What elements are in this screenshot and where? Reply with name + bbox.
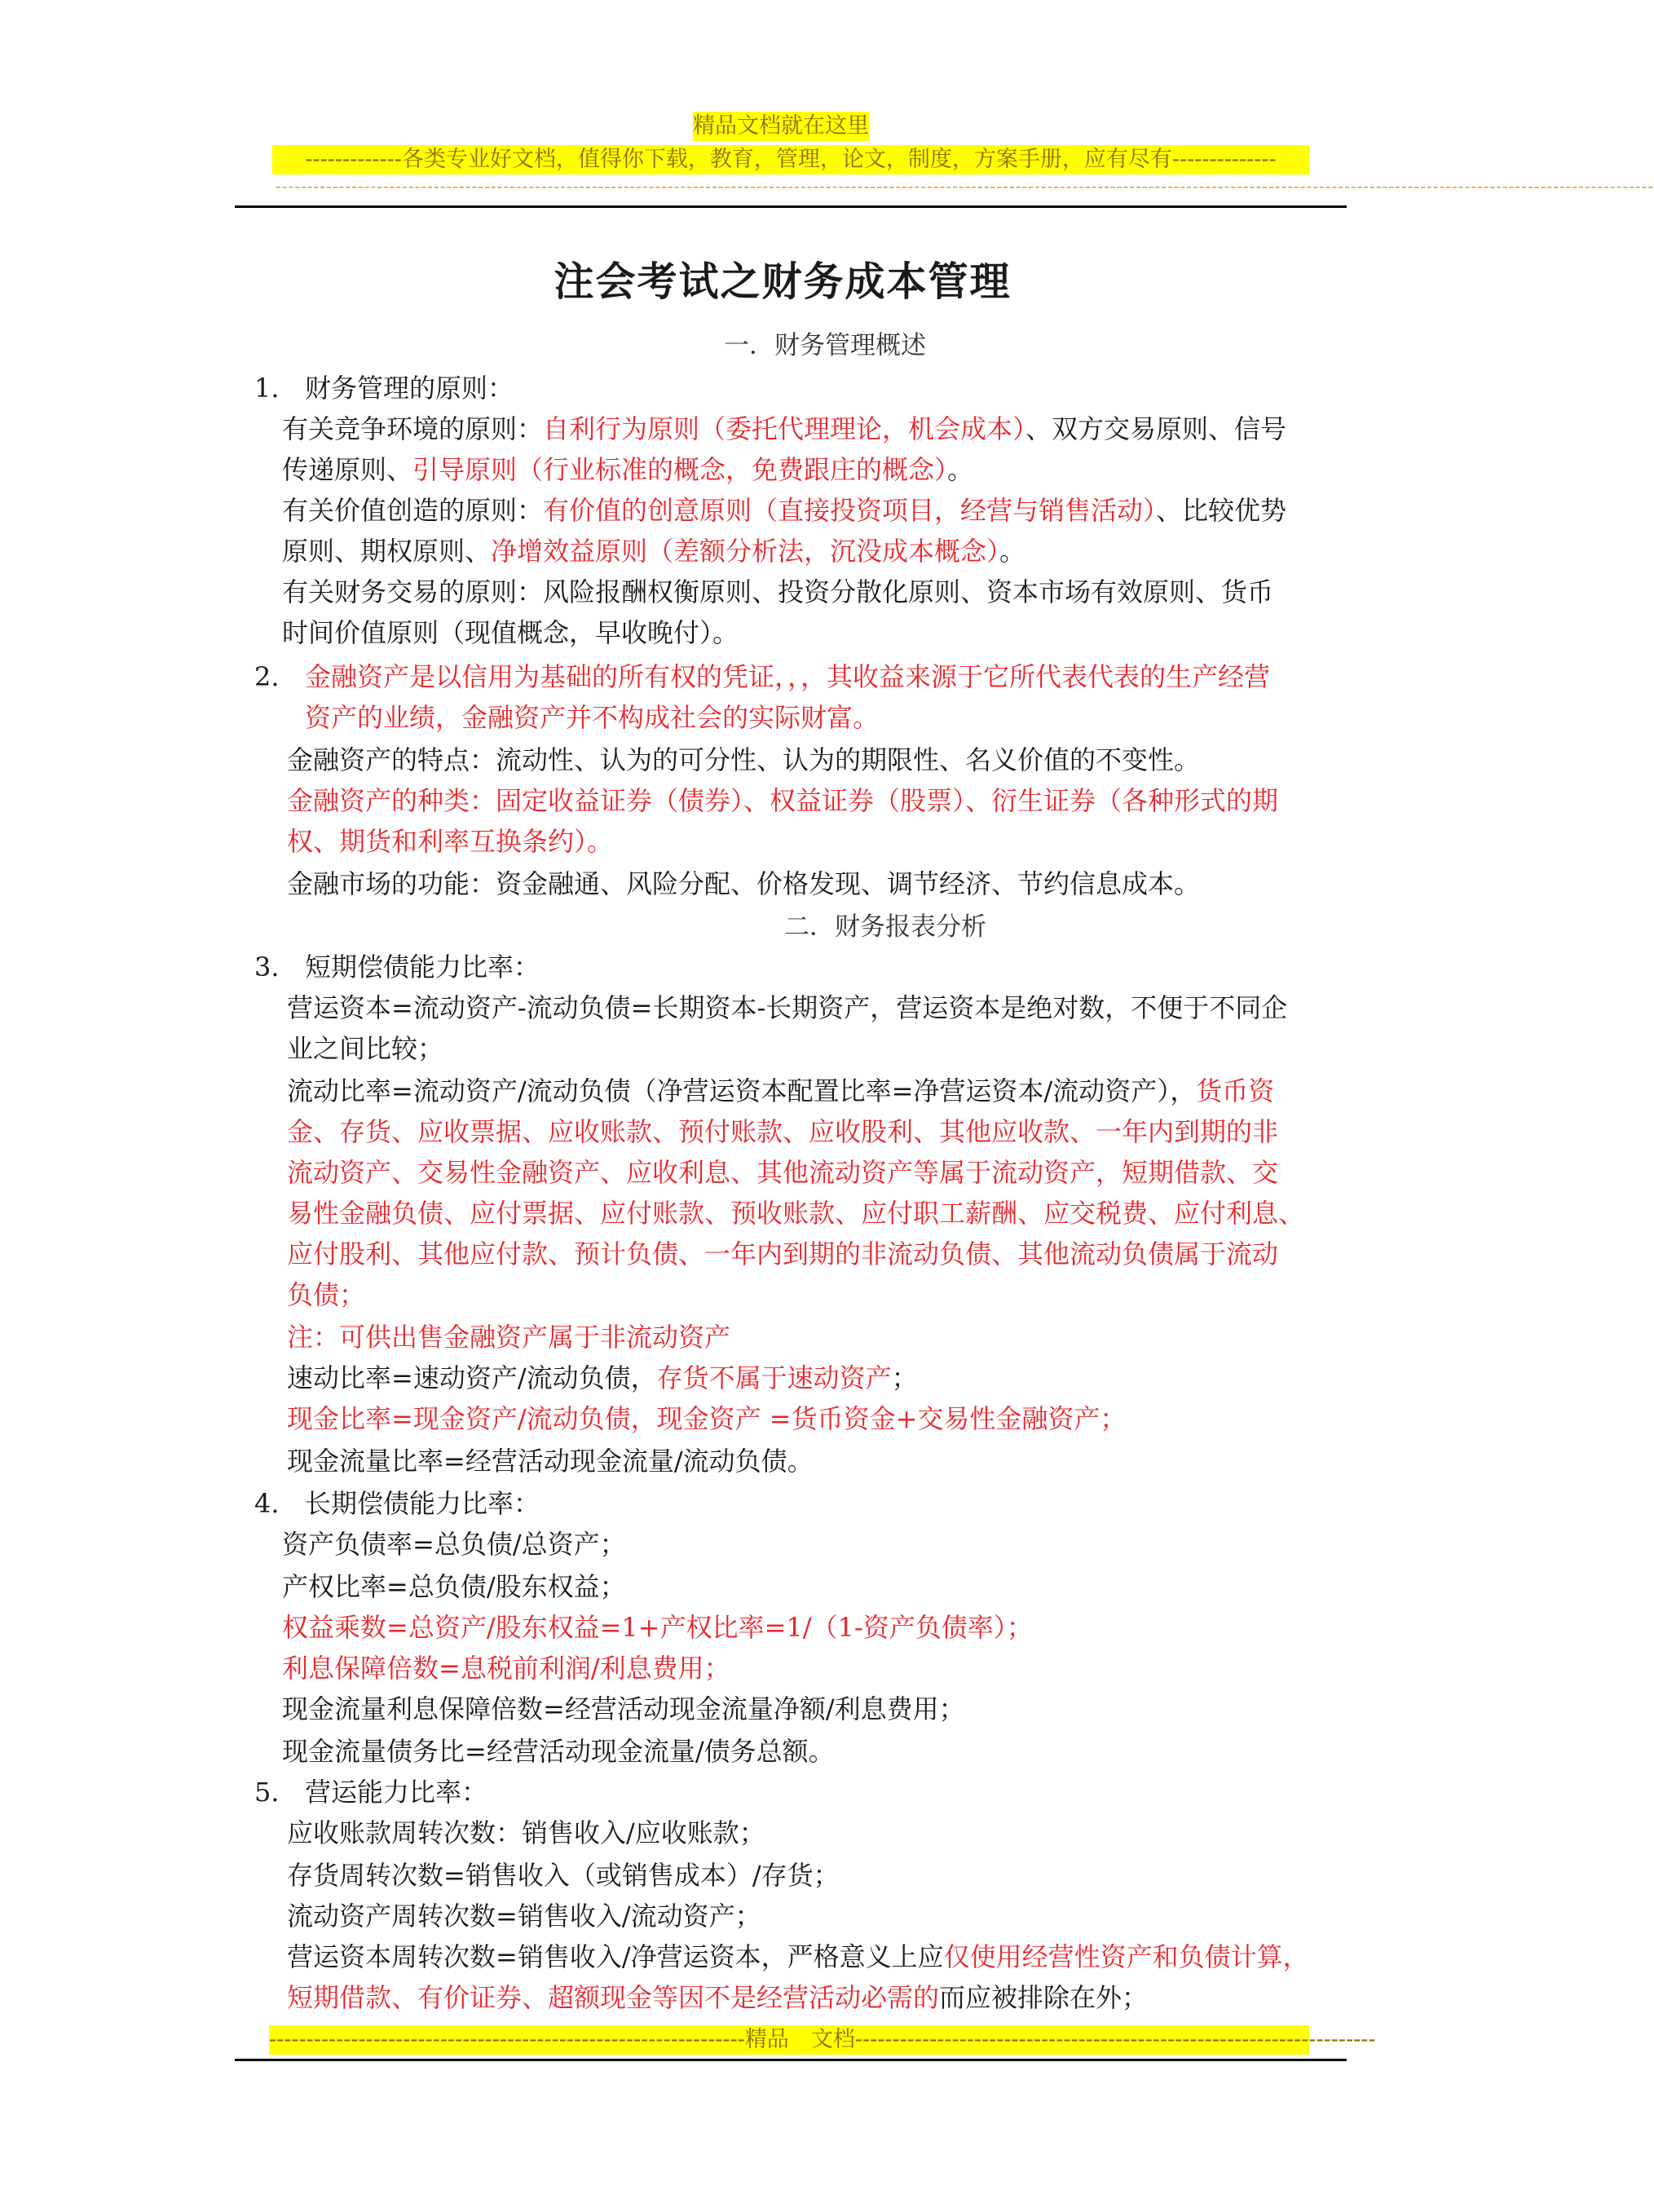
item-4-line-2: 产权比率=总负债/股东权益； [282,1571,626,1602]
item-4-heading: 长期偿债能力比率： [305,1488,540,1519]
item-3-line-7: 应付股利、其他应付款、预计负债、一年内到期的非流动负债、其他流动负债属于流动 [287,1238,1279,1269]
item-5-line-2: 存货周转次数=销售收入（或销售成本）/存货； [287,1860,840,1891]
item-3-line-4: 金、存货、应收票据、应收账款、预付账款、应收股利、其他应收款、一年内到期的非 [287,1116,1279,1147]
item-4-number: 4. [254,1488,280,1519]
item-1-para-1-line-2: 传递原则、引导原则（行业标准的概念，免费跟庄的概念）。 [282,454,974,485]
item-3-line-3: 流动比率=流动资产/流动负债（净营运资本配置比率=净营运资本/流动资产），货币资 [287,1075,1275,1106]
item-2-number: 2. [254,661,280,692]
item-5-number: 5. [254,1777,280,1808]
item-1-para-3-line-2: 时间价值原则（现值概念，早收晚付）。 [282,617,739,648]
item-4-line-1: 资产负债率=总负债/总资产； [282,1529,626,1560]
item-4-line-6: 现金流量债务比=经营活动现金流量/债务总额。 [282,1736,835,1767]
item-3-line-8: 负债； [287,1279,366,1310]
footer-banner: ----------------------------------------------------------------精品 文档---------------------------------------------------------------------- [269,2025,1309,2055]
header-rule [235,205,1347,208]
item-1-heading: 财务管理的原则： [305,373,514,404]
item-2-line-3: 金融资产的特点：流动性、认为的可分性、认为的期限性、名义价值的不变性。 [287,744,1201,775]
item-3-line-12: 现金流量比率=经营活动现金流量/流动负债。 [287,1446,814,1477]
banner-title: 精品文档就在这里 [693,112,869,141]
item-5-line-4: 营运资本周转次数=销售收入/净营运资本，严格意义上应仅使用经营性资产和负债计算， [287,1941,1309,1972]
item-3-line-1: 营运资本=流动资产-流动负债=长期资本-长期资产，营运资本是绝对数，不便于不同企 [287,992,1288,1023]
item-5-line-1: 应收账款周转次数：销售收入/应收账款； [287,1817,765,1848]
footer-rule [235,2059,1347,2061]
item-3-heading: 短期偿债能力比率： [305,951,540,982]
item-2-line-2: 资产的业绩，金融资产并不构成社会的实际财富。 [305,702,880,733]
item-3-line-10: 速动比率=速动资产/流动负债，存货不属于速动资产； [287,1362,918,1393]
item-2-line-5: 权、期货和利率互换条约）。 [287,826,614,857]
item-1-number: 1. [254,373,280,404]
item-4-line-5: 现金流量利息保障倍数=经营活动现金流量净额/利息费用； [282,1693,965,1724]
item-5-heading: 营运能力比率： [305,1777,488,1808]
section-heading-1: 一．财务管理概述 [724,331,926,360]
item-4-line-3: 权益乘数=总资产/股东权益=1+产权比率=1/（1-资产负债率）； [282,1612,1033,1643]
item-3-note: 注：可供出售金融资产属于非流动资产 [287,1322,731,1353]
item-1-para-2-line-2: 原则、期权原则、净增效益原则（差额分析法，沉没成本概念）。 [282,536,1026,567]
item-3-line-6: 易性金融负债、应付票据、应付账款、预收账款、应付职工薪酬、应交税费、应付利息、 [287,1198,1305,1229]
section-heading-2: 二．财务报表分析 [784,912,986,942]
item-4-line-4: 利息保障倍数=息税前利润/利息费用； [282,1653,730,1684]
banner-dash-line: -------------------------------------------------------------------------------------------------------------------------------------------------------------------------------------------------------------------------- [276,176,1654,196]
item-3-number: 3. [254,951,280,982]
item-5-line-3: 流动资产周转次数=销售收入/流动资产； [287,1901,761,1932]
banner-subtitle: -------------各类专业好文档，值得你下载，教育，管理，论文，制度，方案手册，应有尽有-------------- [272,145,1309,174]
item-2-line-1: 金融资产是以信用为基础的所有权的凭证，，，其收益来源于它所代表代表的生产经营 [305,661,1271,692]
item-1-para-2-line-1: 有关价值创造的原则：有价值的创意原则（直接投资项目，经营与销售活动）、比较优势 [282,495,1287,526]
item-5-line-5: 短期借款、有价证券、超额现金等因不是经营活动必需的而应被排除在外； [287,1982,1149,2013]
item-2-line-4: 金融资产的种类：固定收益证券（债券）、权益证券（股票）、衍生证券（各种形式的期 [287,785,1279,816]
item-1-para-3-line-1: 有关财务交易的原则：风险报酬权衡原则、投资分散化原则、资本市场有效原则、货币 [282,576,1274,607]
item-3-line-11: 现金比率=现金资产/流动负债，现金资产 =货币资金+交易性金融资产； [287,1403,1127,1434]
document-title: 注会考试之财务成本管理 [554,258,1012,305]
item-3-line-2: 业之间比较； [287,1033,444,1064]
item-2-line-6: 金融市场的功能：资金融通、风险分配、价格发现、调节经济、节约信息成本。 [287,868,1201,899]
item-1-para-1-line-1: 有关竞争环境的原则：自利行为原则（委托代理理论，机会成本）、双方交易原则、信号 [282,413,1287,444]
item-3-line-5: 流动资产、交易性金融资产、应收利息、其他流动资产等属于流动资产，短期借款、交 [287,1157,1279,1188]
